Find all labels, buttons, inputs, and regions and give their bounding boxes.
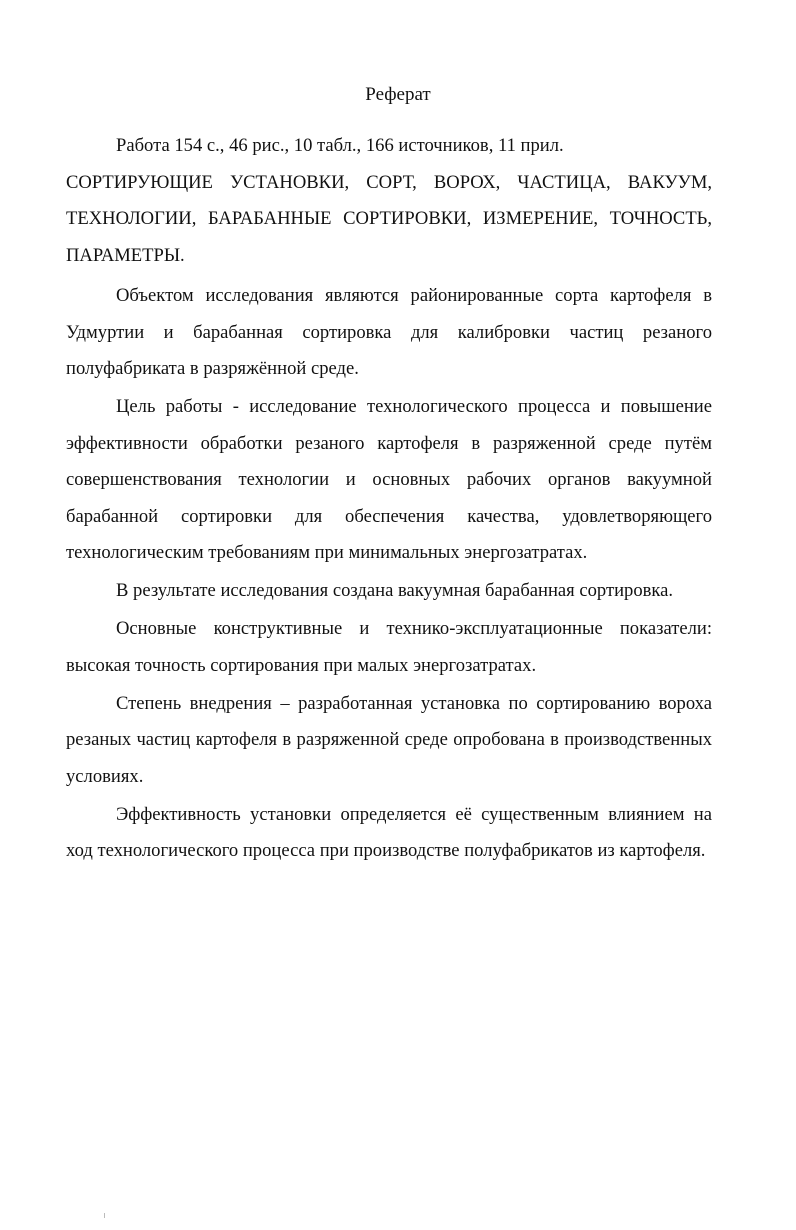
page-title: Реферат [365,84,431,105]
paragraph-research-object: Объектом исследования являются районированные сорта картофеля в Удмуртии и барабанная сортировка для калибровки частиц резаного полуфабриката в разряжённой среде. [66,285,712,379]
scan-speck [104,1213,105,1218]
paragraph-indicators: Основные конструктивные и технико-эксплуатационные показатели: высокая точность сортирования при малых энергозатратах. [66,618,712,676]
paragraph-effectiveness: Эффективность установки определяется её существенным влиянием на ход технологического процесса при производстве полуфабрикатов из картофеля. [66,803,712,861]
document-body [66,128,712,871]
paragraph-keywords: СОРТИРУЮЩИЕ УСТАНОВКИ, СОРТ, ВОРОХ, ЧАСТИЦА, ВАКУУМ, ТЕХНОЛОГИИ, БАРАБАННЫЕ СОРТИРОВКИ, ИЗМЕРЕНИЕ, ТОЧНОСТЬ, ПАРАМЕТРЫ. [66,171,712,266]
paragraph-result: В результате исследования создана вакуумная барабанная сортировка. [116,580,674,601]
paragraph-goal: Цель работы - исследование технологического процесса и повышение эффективности обработки резаного картофеля в разряженной среде путём совершенствования технологии и основных рабочих органов вакуумной барабанной сортировки для обеспечения качества, удовлетворяющего технологическим требованиям при минимальных энергозатратах. [66,396,712,563]
paragraph-summary-stats: Работа 154 с., 46 рис., 10 табл., 166 источников, 11 прил. [116,135,564,156]
paragraph-implementation: Степень внедрения – разработанная установка по сортированию вороха резаных частиц картофеля в разряженной среде опробована в производственных условиях. [66,692,712,787]
